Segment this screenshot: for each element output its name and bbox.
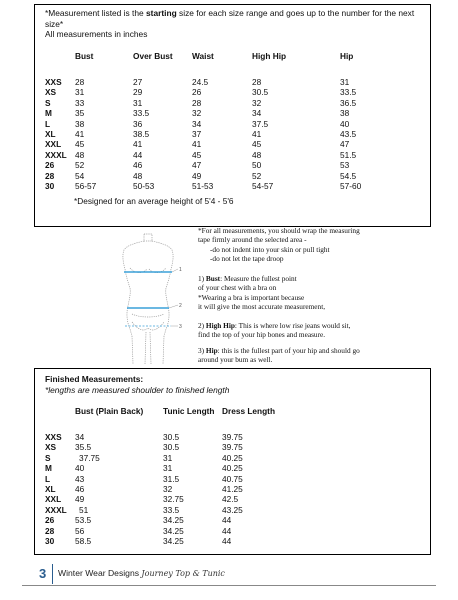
instructions-tip-2: -do not let the tape droop [210, 253, 284, 263]
table-row [45, 150, 400, 160]
table-row [45, 432, 292, 442]
table-cell: 31 [163, 463, 173, 474]
table-row [45, 484, 292, 494]
table-cell: 26 [192, 87, 202, 98]
table-cell: 34 [75, 432, 85, 442]
table-cell: 44 [222, 536, 232, 547]
table-cell: 48 [75, 149, 85, 160]
table-cell: 43.5 [340, 129, 357, 140]
table-cell: 56 [75, 525, 85, 536]
table-row [45, 442, 292, 452]
table-row [45, 515, 292, 525]
table-cell: 31 [163, 452, 173, 463]
table-cell: 40 [75, 463, 85, 474]
table-cell: 27 [133, 77, 143, 87]
column-header-waist: Waist [192, 51, 214, 61]
table-cell: 30.5 [252, 87, 269, 98]
table-cell: 28 [252, 77, 262, 87]
column-header [45, 51, 75, 77]
table-cell: 30.5 [163, 432, 180, 442]
column-header-bust: Bust [75, 51, 94, 61]
size-cell: XXXL [45, 149, 67, 160]
table-row [45, 160, 400, 170]
table-cell: 41.25 [222, 484, 243, 495]
column-header-tunic-length: Tunic Length [163, 406, 215, 416]
hip-label: Hip [205, 346, 218, 355]
table-cell: 47 [340, 139, 350, 150]
high-hip-instructions: 2) High Hip: This is where low rise jeans would sit, find the top of your hip bones and measure. [198, 321, 351, 340]
size-cell: S [45, 97, 51, 108]
instructions-intro: *For all measurements, you should wrap the measuring [198, 226, 360, 235]
size-cell: S [45, 452, 51, 463]
table-cell: 46 [75, 484, 85, 495]
table-row [45, 129, 400, 139]
table-cell: 54-57 [252, 181, 274, 192]
footer-rule [22, 585, 436, 586]
size-cell: XXXL [45, 504, 67, 515]
table-cell: 46 [133, 160, 143, 171]
table-cell: 57-60 [340, 181, 362, 192]
table-cell: 31 [75, 87, 85, 98]
table-cell: 33 [75, 97, 85, 108]
table-cell: 40.25 [222, 463, 243, 474]
table-cell: 24.5 [192, 77, 209, 87]
table-cell: 40.25 [222, 452, 243, 463]
table-cell: 47 [192, 160, 202, 171]
table-cell: 35.5 [75, 442, 92, 453]
size-cell: M [45, 108, 52, 119]
table-cell: 37.5 [252, 118, 269, 129]
table-cell: 37 [192, 129, 202, 140]
table-cell: 43.25 [222, 504, 243, 515]
high-hip-label: High Hip [205, 321, 235, 330]
table-row [45, 494, 292, 504]
table-cell: 44 [222, 515, 232, 526]
bust-instructions: 1) Bust: Measure the fullest point of your chest with a bra on *Wearing a bra is important because it will give the most accurate measurement, [198, 274, 326, 311]
size-cell: XL [45, 129, 56, 140]
table-row [45, 108, 400, 118]
table-row [45, 119, 400, 129]
finished-measurements-title: Finished Measurements: [45, 374, 144, 384]
table-cell: 40.75 [222, 473, 243, 484]
table-cell: 38 [340, 108, 350, 119]
bust-label: Bust [205, 274, 221, 283]
size-cell: 28 [45, 525, 55, 536]
table-cell: 43 [75, 473, 85, 484]
table-cell: 32 [163, 484, 173, 495]
table-cell: 42.5 [222, 494, 239, 505]
instructions-tip-1: -do not indent into your skin or pull tight [210, 244, 330, 254]
size-note-line2: size* [45, 18, 64, 29]
size-cell: XS [45, 87, 57, 98]
figure-label-3: 3 [179, 324, 182, 330]
table-cell: 33.5 [133, 108, 150, 119]
finished-measurements-subtitle: *lengths are measured shoulder to finished length [45, 385, 230, 395]
table-row [45, 536, 292, 546]
table-row [45, 77, 400, 87]
table-cell: 31.5 [163, 473, 180, 484]
table-row [45, 139, 400, 149]
footer-divider [52, 564, 53, 584]
table-cell: 34.25 [163, 525, 184, 536]
table-row [45, 181, 400, 191]
column-header-high-hip: High Hip [252, 51, 287, 61]
table-cell: 44 [222, 525, 232, 536]
table-cell: 49 [75, 494, 85, 505]
size-cell: L [45, 473, 51, 484]
table-cell: 34.25 [163, 536, 184, 547]
table-row [45, 98, 400, 108]
footer-title: Winter Wear Designs Journey Top & Tunic [58, 568, 225, 578]
table-cell: 37.75 [79, 452, 100, 463]
table-row [45, 87, 400, 97]
units-note: All measurements in inches [45, 29, 148, 39]
page-number: 3 [39, 566, 47, 581]
table-cell: 39.75 [222, 432, 243, 442]
size-cell: XL [45, 484, 56, 495]
table-cell: 41 [192, 139, 202, 150]
column-header-bust-plain-back: Bust (Plain Back) [75, 406, 144, 416]
table-cell: 51.5 [340, 149, 357, 160]
pattern-name: Journey Top & Tunic [141, 569, 225, 578]
table-cell: 41 [252, 129, 262, 140]
table-cell: 29 [133, 87, 143, 98]
size-cell: XXS [45, 432, 62, 442]
table-cell: 28 [75, 77, 85, 87]
size-cell: 28 [45, 170, 55, 181]
table-cell: 51 [79, 504, 89, 515]
table-cell: 32 [192, 108, 202, 119]
table-cell: 34 [252, 108, 262, 119]
table-cell: 39.75 [222, 442, 243, 453]
column-header-dress-length: Dress Length [222, 406, 276, 416]
size-cell: XS [45, 442, 57, 453]
table-cell: 51-53 [192, 181, 214, 192]
table-row [45, 463, 292, 473]
measuring-instructions [198, 226, 436, 263]
table-cell: 31 [133, 97, 143, 108]
table-cell: 56-57 [75, 181, 97, 192]
size-cell: M [45, 463, 52, 474]
table-cell: 49 [192, 170, 202, 181]
table-cell: 41 [133, 139, 143, 150]
table-cell: 33.5 [340, 87, 357, 98]
size-cell: 30 [45, 536, 55, 547]
height-footnote: *Designed for an average height of 5'4 - 5'6 [74, 196, 234, 206]
table-cell: 53 [340, 160, 350, 171]
figure-label-2: 2 [179, 303, 182, 309]
table-cell: 48 [252, 149, 262, 160]
table-cell: 33.5 [163, 504, 180, 515]
table-cell: 36.5 [340, 97, 357, 108]
table-cell: 50 [252, 160, 262, 171]
column-header [45, 406, 75, 432]
table-cell: 52 [252, 170, 262, 181]
column-header-over-bust: Over Bust [133, 51, 173, 61]
size-note-line1: *Measurement listed is the starting size for each size range and goes up to the number for the next [45, 8, 415, 18]
table-header-row [45, 51, 400, 77]
size-cell: XXL [45, 494, 62, 505]
table-cell: 53.5 [75, 515, 92, 526]
table-row [45, 505, 292, 515]
table-cell: 48 [133, 170, 143, 181]
page-footer [22, 562, 436, 592]
table-header-row [45, 406, 292, 432]
table-cell: 36 [133, 118, 143, 129]
size-cell: 26 [45, 160, 55, 171]
figure-label-1: 1 [179, 267, 182, 273]
body-measurements-table [45, 51, 400, 191]
table-row [45, 526, 292, 536]
table-cell: 52 [75, 160, 85, 171]
table-cell: 54.5 [340, 170, 357, 181]
table-cell: 28 [192, 97, 202, 108]
table-cell: 31 [340, 77, 350, 87]
table-cell: 40 [340, 118, 350, 129]
table-cell: 44 [133, 149, 143, 160]
table-cell: 38.5 [133, 129, 150, 140]
size-cell: 30 [45, 181, 55, 192]
table-cell: 45 [252, 139, 262, 150]
table-cell: 34.25 [163, 515, 184, 526]
instructions-intro-cont: tape firmly around the selected area - [198, 235, 307, 245]
hip-instructions: 3) Hip: this is the fullest part of your hip and should go around your bum as well. [198, 346, 360, 365]
table-cell: 30.5 [163, 442, 180, 453]
table-cell: 38 [75, 118, 85, 129]
table-row [45, 474, 292, 484]
size-cell: 26 [45, 515, 55, 526]
table-cell: 41 [75, 129, 85, 140]
table-cell: 45 [192, 149, 202, 160]
table-cell: 32.75 [163, 494, 184, 505]
table-cell: 34 [192, 118, 202, 129]
table-cell: 54 [75, 170, 85, 181]
dress-form-figure [110, 232, 186, 366]
column-header-hip: Hip [340, 51, 354, 61]
size-cell: XXL [45, 139, 62, 150]
table-cell: 32 [252, 97, 262, 108]
table-row [45, 171, 400, 181]
table-cell: 45 [75, 139, 85, 150]
table-cell: 50-53 [133, 181, 155, 192]
size-cell: L [45, 118, 51, 129]
finished-measurements-table [45, 406, 292, 546]
table-cell: 58.5 [75, 536, 92, 547]
size-cell: XXS [45, 77, 62, 87]
table-cell: 35 [75, 108, 85, 119]
table-row [45, 453, 292, 463]
